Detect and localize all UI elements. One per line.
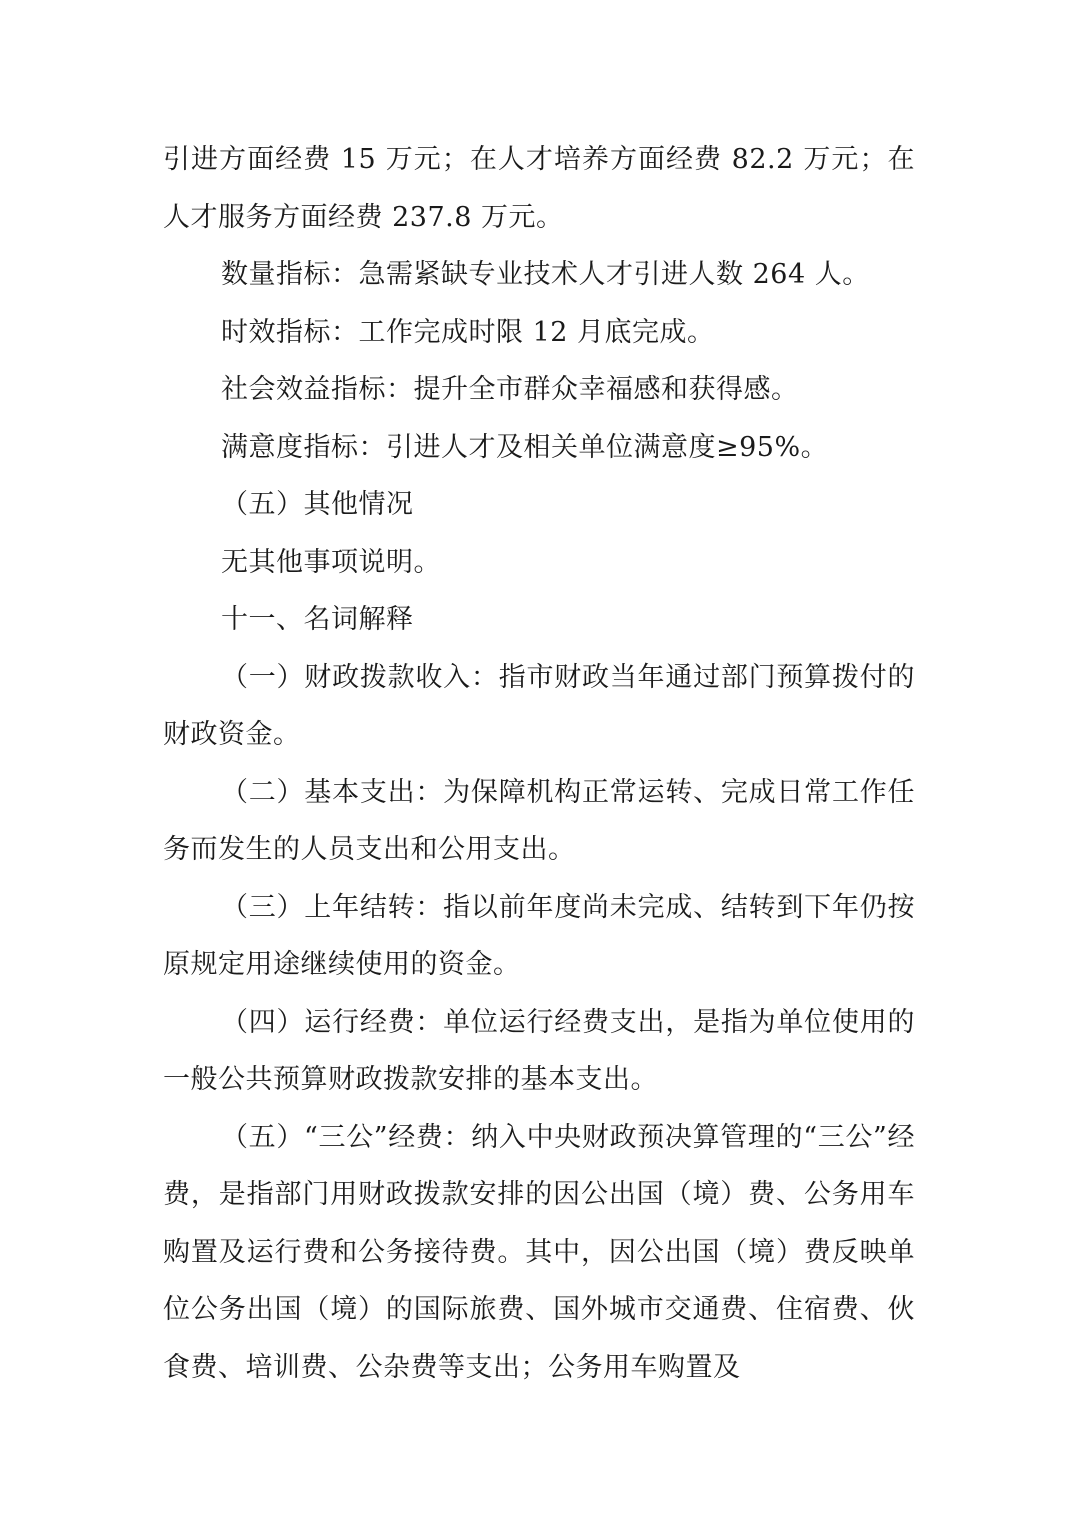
glossary-item-carryover: （三）上年结转：指以前年度尚未完成、结转到下年仍按原规定用途继续使用的资金。	[163, 891, 915, 980]
glossary-item-three-public-funds: （五）“三公”经费：纳入中央财政预决算管理的“三公”经费，是指部门用财政拨款安排的因公出国（境）费、公务用车购置及运行费和公务接待费。其中，因公出国（境）费反映单位公务出国（境）的国际旅费、国外城市交通费、住宿费、伙食费、培训费、公杂费等支出；公务用车购置及	[163, 1121, 915, 1383]
glossary-item-fiscal-appropriation: （一）财政拨款收入：指市财政当年通过部门预算拨付的财政资金。	[163, 661, 915, 750]
paragraph-no-other-items: 无其他事项说明。	[221, 546, 441, 578]
glossary-item-basic-expenditure: （二）基本支出：为保障机构正常运转、完成日常工作任务而发生的人员支出和公用支出。	[163, 776, 915, 865]
paragraph-quantity-indicator: 数量指标：急需紧缺专业技术人才引进人数 264 人。	[221, 259, 870, 290]
paragraph-social-benefit-indicator: 社会效益指标：提升全市群众幸福感和获得感。	[221, 374, 799, 405]
paragraph-funding-breakdown: 引进方面经费 15 万元；在人才培养方面经费 82.2 万元；在人才服务方面经费 237.8 万元。	[163, 144, 915, 233]
paragraph-satisfaction-indicator: 满意度指标：引进人才及相关单位满意度≥95%。	[221, 431, 829, 463]
paragraph-timeliness-indicator: 时效指标：工作完成时限 12 月底完成。	[221, 316, 715, 348]
document-body	[163, 131, 915, 1396]
glossary-item-operating-funds: （四）运行经费：单位运行经费支出，是指为单位使用的一般公共预算财政拨款安排的基本支出。	[163, 1006, 915, 1095]
section-heading-glossary: 十一、名词解释	[221, 604, 414, 635]
section-heading-other: （五）其他情况	[221, 489, 414, 520]
